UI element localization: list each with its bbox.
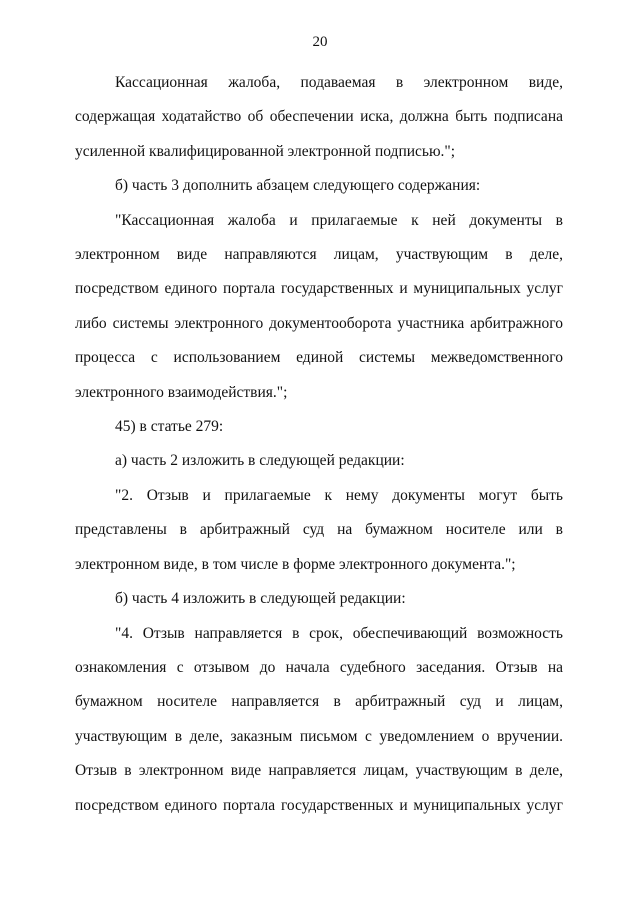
paragraph-part2-intro: а) часть 2 изложить в следующей редакции: xyxy=(115,452,405,470)
paragraph-cassation-signature: Кассационная жалоба, подаваемая в электронном виде, содержащая ходатайство об обеспечении иска, должна быть подписана усиленной квалифицированной электронной подписью."; xyxy=(75,74,563,160)
paragraph-part4-text: "4. Отзыв направляется в срок, обеспечивающий возможность ознакомления с отзывом до начала судебного заседания. Отзыв на бумажном носителе направляется в арбитражный суд и лицам, участвующим в деле, заказным письмом с уведомлением о вручении. Отзыв в электронном виде направляется лицам, участвующим в деле, посредством единого портала государственных и муниципальных услуг xyxy=(75,624,563,814)
paragraph-part3-text: "Кассационная жалоба и прилагаемые к ней документы в электронном виде направляются лицам, участвующим в деле, посредством единого портала государственных и муниципальных услуг либо системы электронного документооборота участника арбитражного процесса с использованием единой системы межведомственного электронного взаимодействия."; xyxy=(75,211,563,401)
paragraph-part3-intro: б) часть 3 дополнить абзацем следующего содержания: xyxy=(115,177,481,195)
document-body xyxy=(75,66,563,823)
paragraph-part4-intro: б) часть 4 изложить в следующей редакции: xyxy=(115,590,406,608)
page-number: 20 xyxy=(312,34,328,50)
paragraph-part2-text: "2. Отзыв и прилагаемые к нему документы могут быть представлены в арбитражный суд на бумажном носителе или в электронном виде, в том числе в форме электронного документа."; xyxy=(75,486,563,573)
paragraph-article-279: 45) в статье 279: xyxy=(115,418,224,436)
